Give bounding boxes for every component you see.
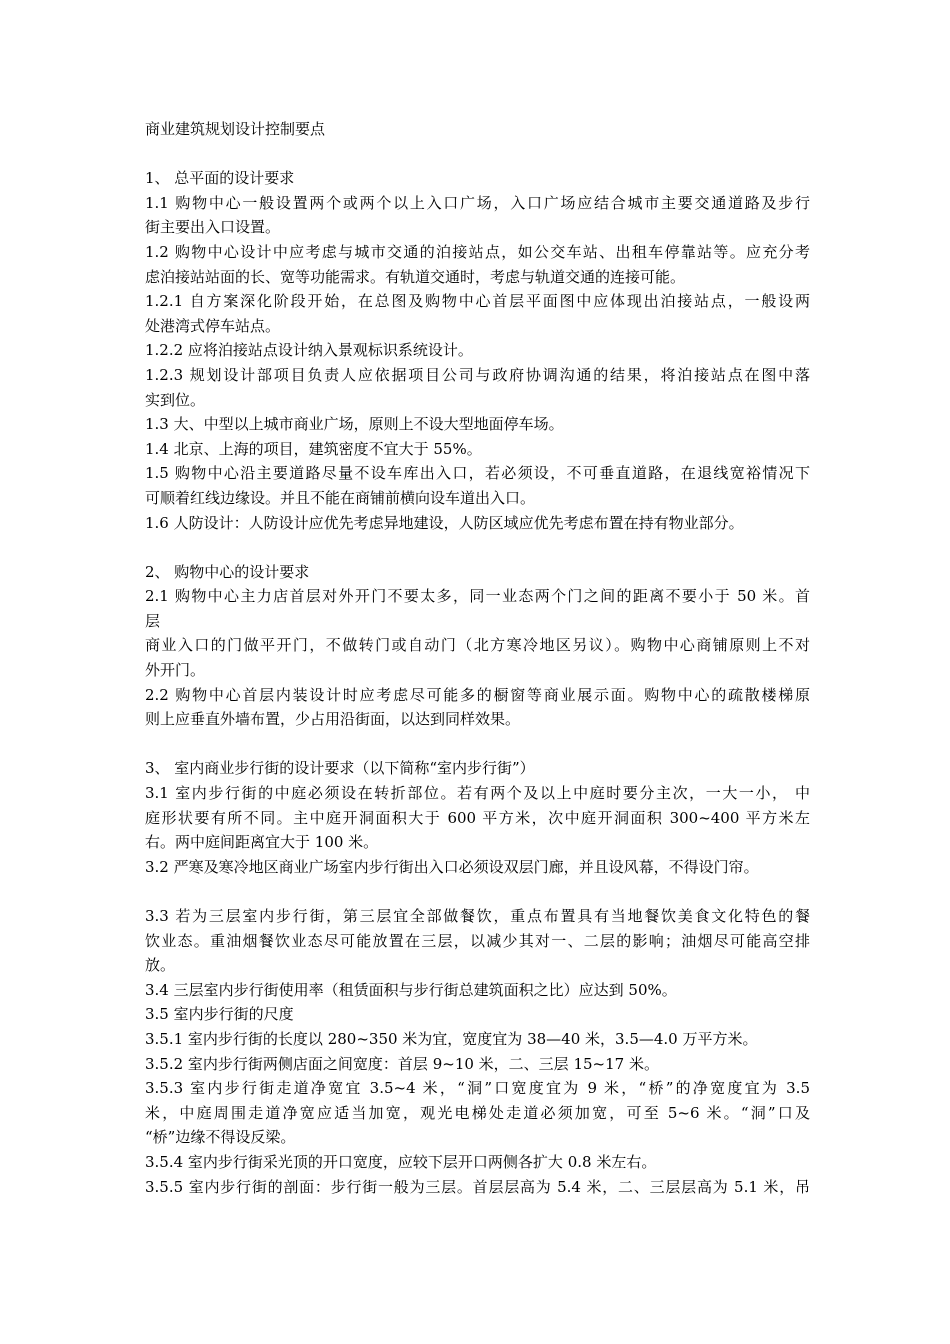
text-line: 2.1 购物中心主力店首层对外开门不要太多，同一业态两个门之间的距离不要小于 50 米。首 [145, 587, 810, 606]
text-line: 层 [145, 611, 161, 630]
text-line: 外开门。 [145, 661, 206, 680]
text-line: 1.2.2 应将泊接站点设计纳入景观标识系统设计。 [145, 341, 473, 360]
text-line: 1.2 购物中心设计中应考虑与城市交通的泊接站点，如公交车站、出租车停靠站等。应充分考 [145, 242, 810, 261]
text-line: “桥”边缘不得设反梁。 [145, 1128, 296, 1147]
text-line: 放。 [145, 956, 176, 975]
document-title: 商业建筑规划设计控制要点 [145, 120, 326, 138]
text-line: 饮业态。重油烟餐饮业态尽可能放置在三层，以减少其对一、二层的影响；油烟尽可能高空排 [145, 931, 810, 950]
blank-line [145, 732, 810, 757]
text-line: 商业入口的门做平开门，不做转门或自动门（北方寒冷地区另议）。购物中心商铺原则上不对 [145, 636, 810, 655]
text-line: 2.2 购物中心首层内装设计时应考虑尽可能多的橱窗等商业展示面。购物中心的疏散楼梯原 [145, 685, 810, 704]
text-line: 3.5.5 室内步行街的剖面：步行街一般为三层。首层层高为 5.4 米，二、三层层高为 5.1 米，吊 [145, 1177, 810, 1196]
blank-line [145, 879, 810, 904]
text-line: 3.1 室内步行街的中庭必须设在转折部位。若有两个及以上中庭时要分主次，一大一小， 中 [145, 784, 810, 803]
document-page [145, 117, 810, 1199]
blank-line [145, 142, 810, 167]
text-line: 可顺着红线边缘设。并且不能在商铺前横向设车道出入口。 [145, 488, 536, 507]
text-line: 米，中庭周围走道净宽应适当加宽，观光电梯处走道必须加宽，可至 5~6 米。“洞”口及 [145, 1103, 810, 1122]
text-line: 1.5 购物中心沿主要道路尽量不设车库出入口，若必须设，不可垂直道路，在退线宽裕情况下 [145, 464, 810, 483]
text-line: 2、 购物中心的设计要求 [145, 562, 310, 581]
text-line: 右。两中庭间距离宜大于 100 米。 [145, 833, 379, 852]
text-line: 3.5.3 室内步行街走道净宽宜 3.5~4 米，“洞”口宽度宜为 9 米，“桥”的净宽度宜为 3.5 [145, 1079, 810, 1098]
text-line: 实到位。 [145, 390, 206, 409]
text-line: 庭形状要有所不同。主中庭开洞面积大于 600 平方米，次中庭开洞面积 300~400 平方米左 [145, 808, 810, 827]
text-line: 1.6 人防设计：人防设计应优先考虑异地建设，人防区域应优先考虑布置在持有物业部分。 [145, 513, 744, 532]
text-line: 3.5.1 室内步行街的长度以 280~350 米为宜，宽度宜为 38—40 米，3.5—4.0 万平方米。 [145, 1029, 758, 1048]
text-line: 街主要出入口设置。 [145, 218, 281, 237]
text-line: 3.5.2 室内步行街两侧店面之间宽度：首层 9~10 米，二、三层 15~17 米。 [145, 1054, 659, 1073]
text-line: 3.3 若为三层室内步行街，第三层宜全部做餐饮，重点布置具有当地餐饮美食文化特色的餐 [145, 907, 810, 925]
text-line: 3.5.4 室内步行街采光顶的开口宽度，应较下层开口两侧各扩大 0.8 米左右。 [145, 1152, 657, 1171]
text-line: 处港湾式停车站点。 [145, 316, 281, 335]
text-line: 3、 室内商业步行街的设计要求（以下简称“室内步行街”） [145, 759, 535, 778]
text-line: 1.4 北京、上海的项目，建筑密度不宜大于 55%。 [145, 439, 482, 458]
text-line: 1.2.3 规划设计部项目负责人应依据项目公司与政府协调沟通的结果，将泊接站点在图中落 [145, 365, 810, 384]
text-line: 虑泊接站站面的长、宽等功能需求。有轨道交通时，考虑与轨道交通的连接可能。 [145, 267, 686, 286]
blank-line [145, 535, 810, 560]
text-line: 1.1 购物中心一般设置两个或两个以上入口广场，入口广场应结合城市主要交通道路及步行 [145, 193, 810, 212]
text-line: 1.2.1 自方案深化阶段开始，在总图及购物中心首层平面图中应体现出泊接站点，一般设两 [145, 292, 810, 311]
text-line: 1.3 大、中型以上城市商业广场，原则上不设大型地面停车场。 [145, 415, 564, 434]
text-line: 3.5 室内步行街的尺度 [145, 1005, 294, 1024]
text-line: 3.2 严寒及寒冷地区商业广场室内步行街出入口必须设双层门廊，并且设风幕，不得设门帘。 [145, 857, 759, 876]
text-line: 则上应垂直外墙布置，少占用沿街面，以达到同样效果。 [145, 710, 521, 729]
text-line: 3.4 三层室内步行街使用率（租赁面积与步行街总建筑面积之比）应达到 50%。 [145, 980, 677, 999]
text-line: 1、 总平面的设计要求 [145, 169, 295, 188]
